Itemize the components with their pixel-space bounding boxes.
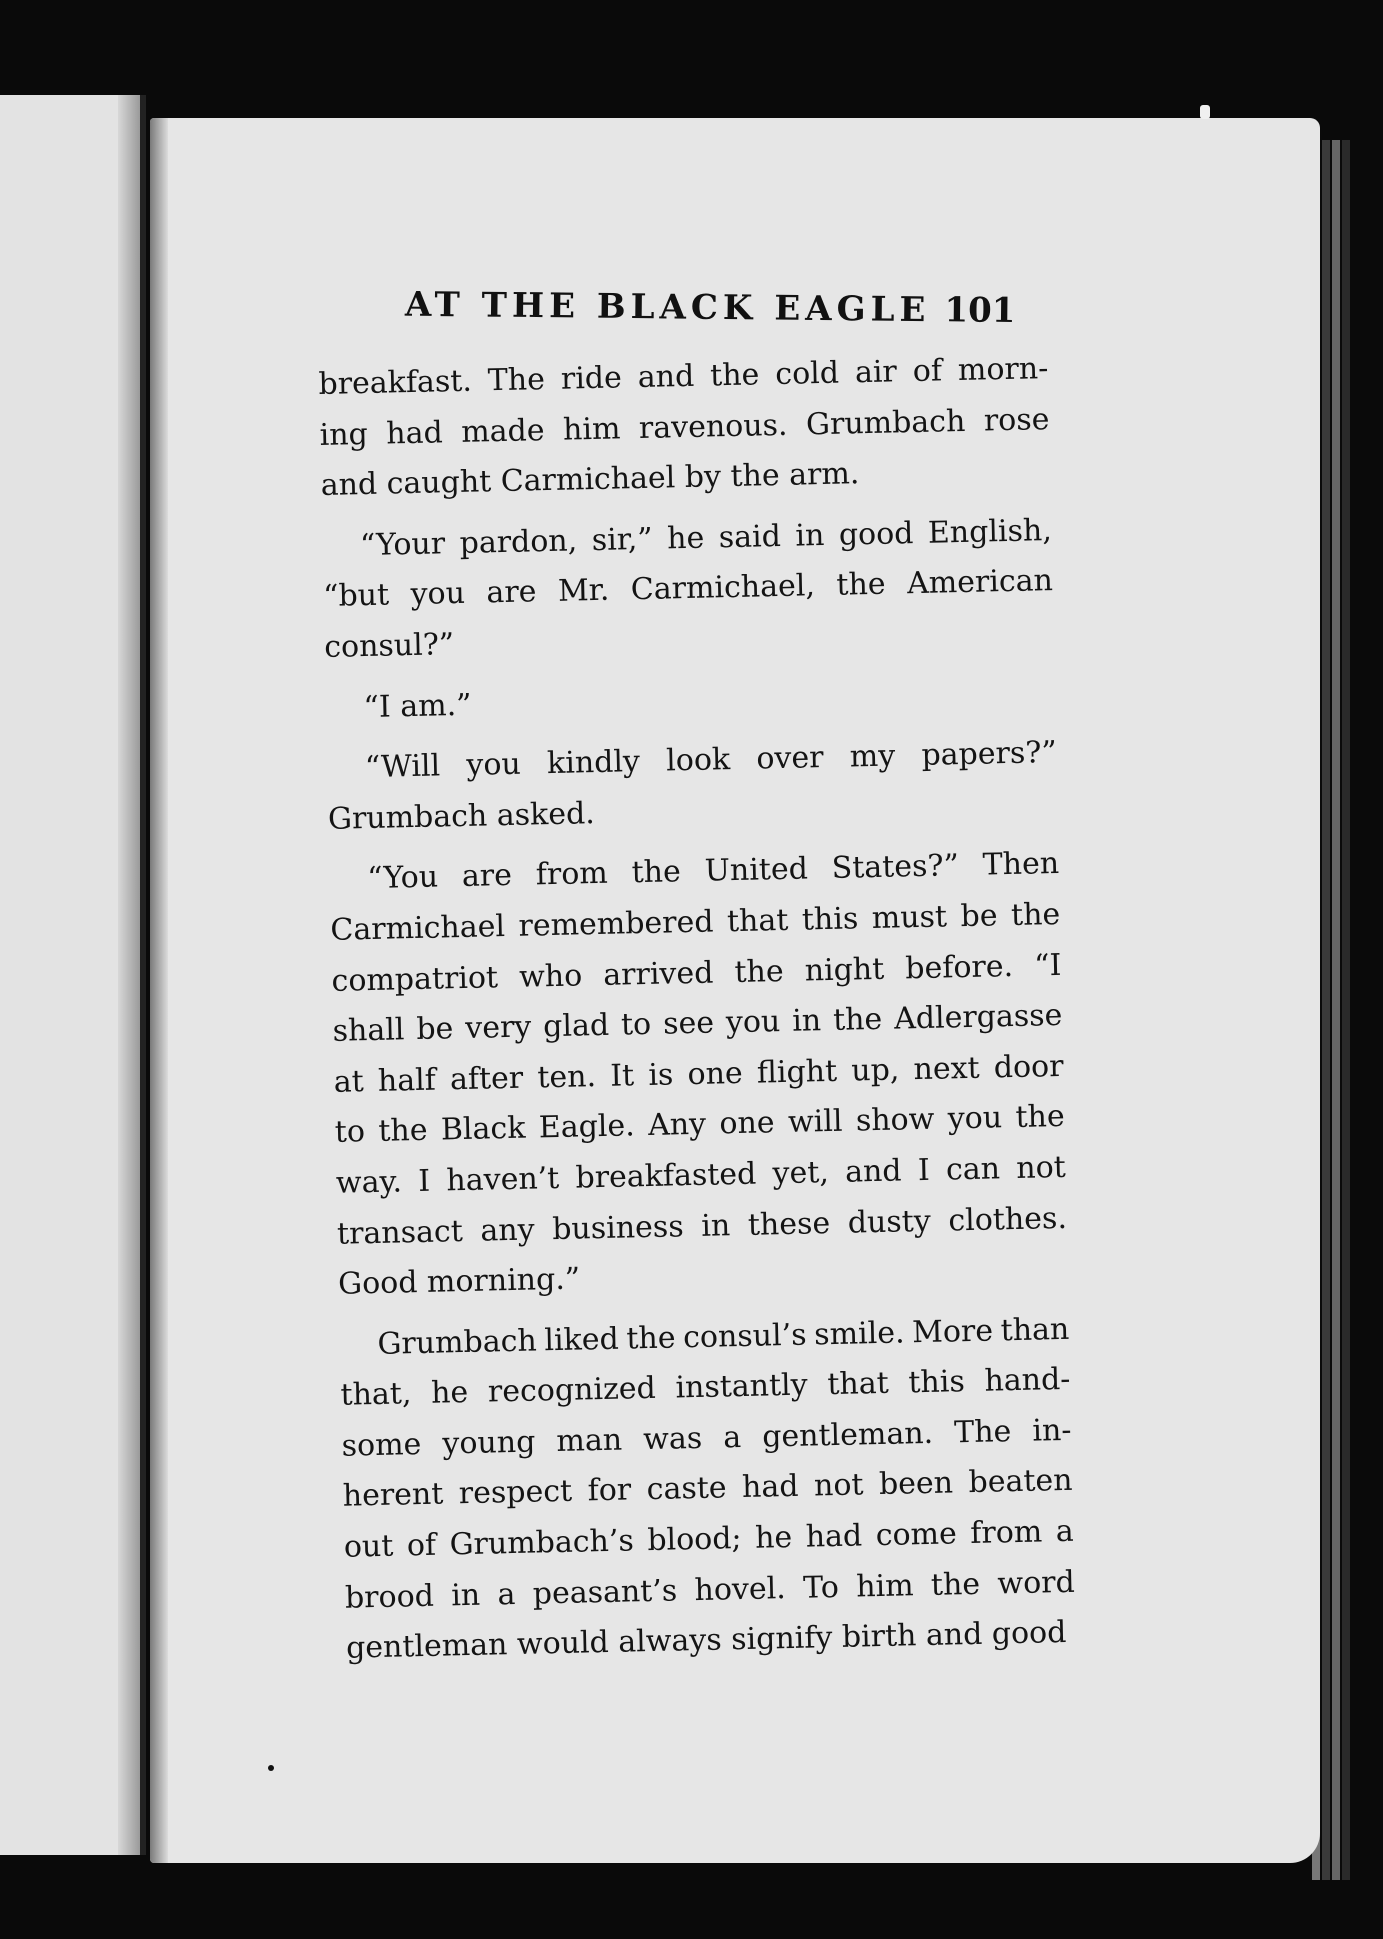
text-line: some young man was a gentleman. The in- (341, 1412, 1072, 1464)
text-line: “You are from the United States?” Then (366, 846, 1060, 897)
page-edges (1332, 140, 1340, 1880)
page-number: 101 (944, 290, 1016, 332)
text-line: at half after ten. It is one flight up, next door (333, 1048, 1064, 1100)
running-header (405, 285, 1045, 332)
text-line: ing had made him ravenous. Grumbach rose (319, 401, 1050, 453)
text-line: “I am.” (363, 687, 472, 725)
text-line: gentleman would always signify birth and good (345, 1615, 1067, 1666)
text-line: out of Grumbach’s blood; he had come from a (343, 1513, 1075, 1565)
text-line: “but you are Mr. Carmichael, the American (322, 563, 1054, 615)
text-line: “Will you kindly look over my papers?” (364, 735, 1058, 786)
print-speck (268, 1765, 274, 1771)
text-line: consul?” (323, 627, 455, 665)
page-gutter (150, 118, 168, 1863)
text-line: herent respect for caste had not been beaten (342, 1463, 1073, 1515)
facing-page-shadow (118, 95, 140, 1855)
paragraph (339, 1305, 1077, 1675)
text-line: transact any business in these dusty clothes. (336, 1200, 1068, 1252)
paragraph (326, 728, 1058, 845)
text-line: Good morning.” (337, 1261, 581, 1302)
body-text (318, 344, 1077, 1674)
text-line: Grumbach liked the consul’s smile. More than (377, 1311, 1070, 1362)
text-line: to the Black Eagle. Any one will show you the (334, 1099, 1066, 1151)
facing-page (0, 95, 146, 1855)
text-line: shall be very glad to see you in the Adlergasse (332, 998, 1063, 1049)
text-line: “Your pardon, sir,” he said in good English, (359, 512, 1053, 563)
text-line: that, he recognized instantly that this hand- (340, 1362, 1071, 1414)
text-line: compatriot who arrived the night before. “I (331, 947, 1062, 999)
page-edges (1322, 140, 1330, 1880)
text-line: breakfast. The ride and the cold air of morn- (318, 351, 1049, 402)
paragraph (318, 344, 1051, 512)
paragraph (322, 506, 1055, 674)
text-line: way. I haven’t breakfasted yet, and I can not (335, 1149, 1067, 1201)
text-line: Grumbach asked. (327, 795, 596, 837)
page-edges (1342, 140, 1350, 1880)
print-speck (1200, 105, 1210, 119)
paragraph (329, 839, 1069, 1310)
running-title: AT THE BLACK EAGLE (404, 284, 931, 331)
text-line: brood in a peasant’s hovel. To him the word (344, 1564, 1076, 1616)
text-line: Carmichael remembered that this must be the (330, 896, 1061, 948)
text-line: and caught Carmichael by the arm. (320, 456, 860, 504)
